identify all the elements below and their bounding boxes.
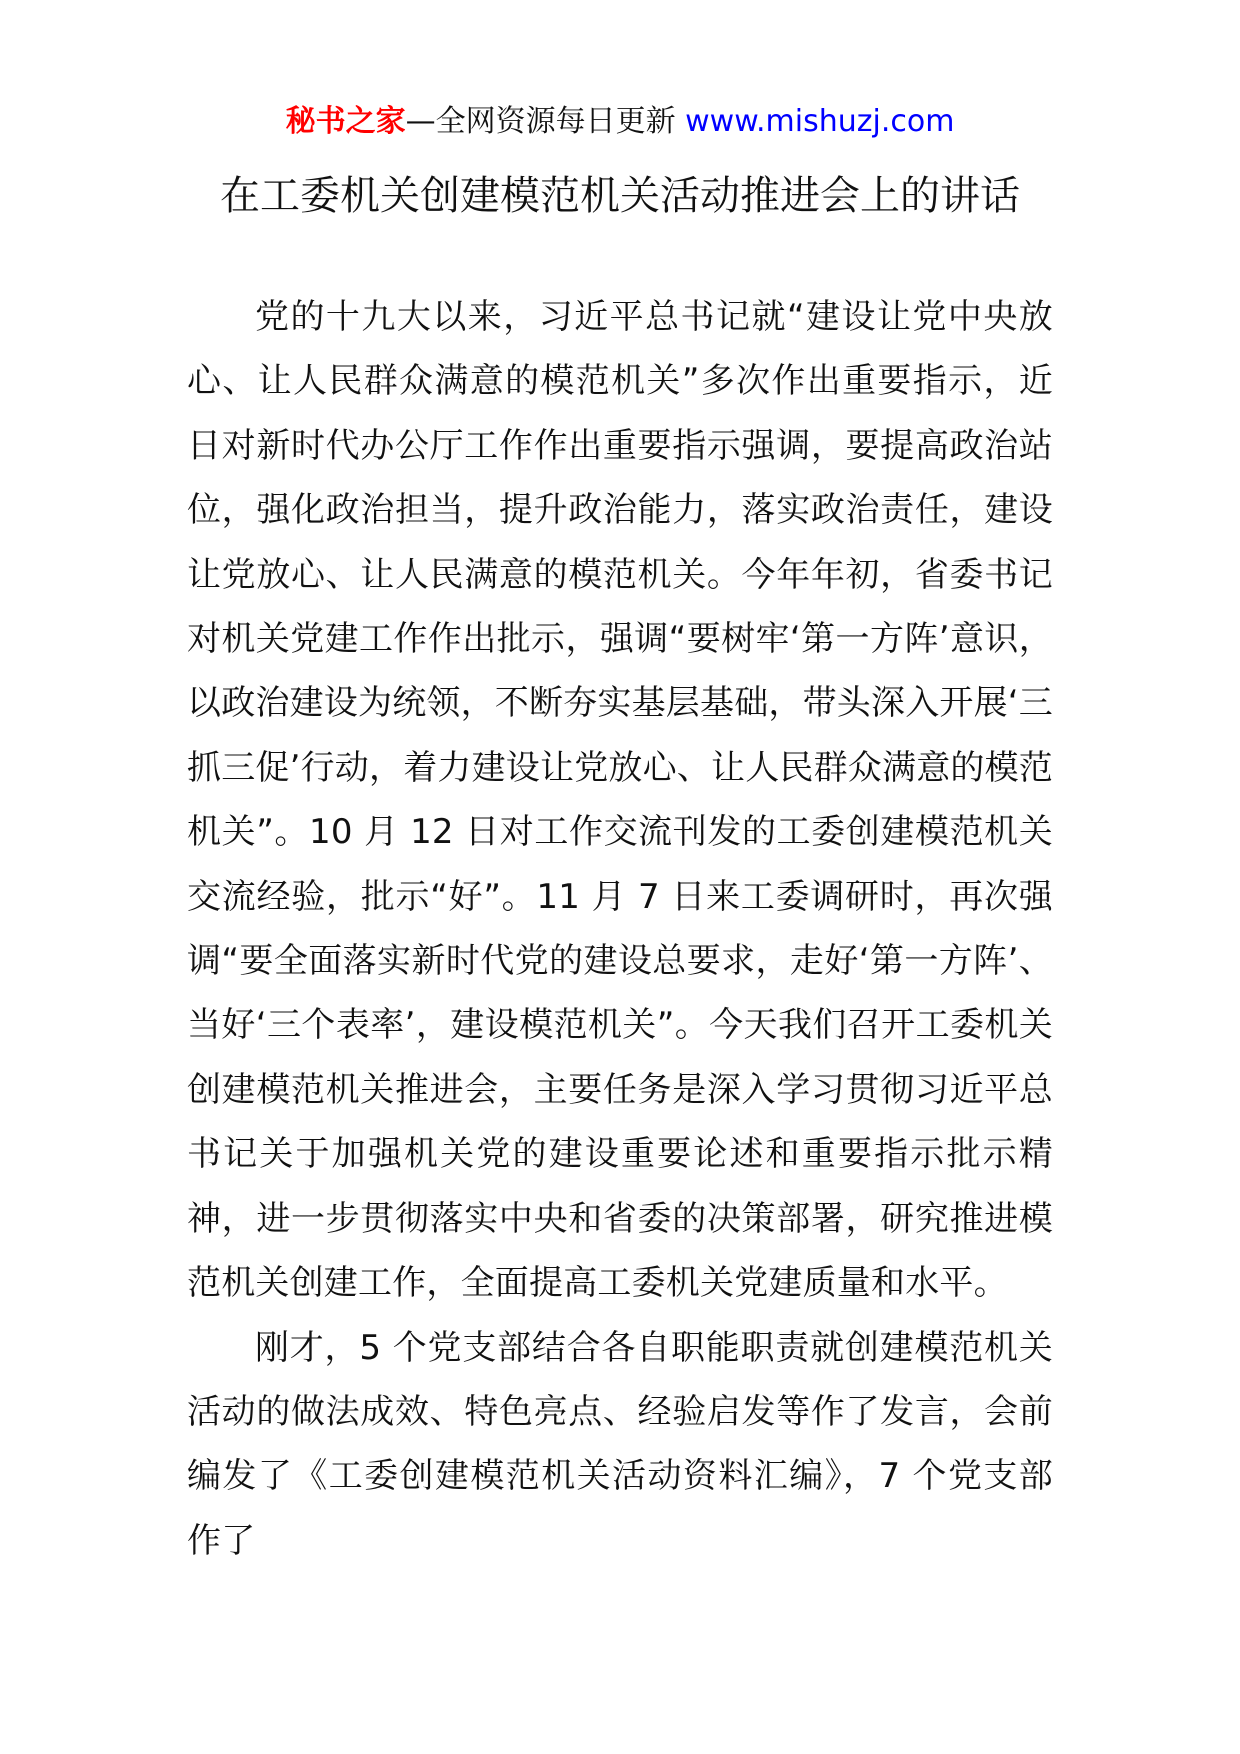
site-header — [0, 101, 1240, 143]
body-paragraph-1: 党的十九大以来，习近平总书记就“建设让党中央放心、让人民群众满意的模范机关”多次作出重要指示，近日对新时代办公厅工作作出重要指示强调，要提高政治站位，强化政治担当，提升政治能力，落实政治责任，建设让党放心、让人民满意的模范机关。今年年初，省委书记对机关党建工作作出批示，强调“要树牢‘第一方阵’意识，以政治建设为统领，不断夯实基层基础，带头深入开展‘三抓三促’行动，着力建设让党放心、让人民群众满意的模范机关”。10 月 12 日对工作交流刊发的工委创建模范机关交流经验，批示“好”。11 月 7 日来工委调研时，再次强调“要全面落实新时代党的建设总要求，走好‘第一方阵’、当好‘三个表率’，建设模范机关”。今天我们召开工委机关创建模范机关推进会，主要任务是深入学习贯彻习近平总书记关于加强机关党的建设重要论述和重要指示批示精神，进一步贯彻落实中央和省委的决策部署，研究推进模范机关创建工作，全面提高工委机关党建质量和水平。 — [187, 297, 1054, 1304]
document-body — [187, 285, 1053, 1573]
site-url-link[interactable]: www.mishuzj.com — [685, 104, 955, 139]
body-paragraph-2: 刚才，5 个党支部结合各自职能职责就创建模范机关活动的做法成效、特色亮点、经验启发等作了发言，会前编发了《工委创建模范机关活动资料汇编》，7 个党支部作了 — [187, 1327, 1053, 1561]
brand-name: 秘书之家 — [285, 104, 406, 139]
document-title: 在工委机关创建模范机关活动推进会上的讲话 — [220, 173, 1020, 219]
site-tagline: —全网资源每日更新 — [405, 104, 676, 139]
